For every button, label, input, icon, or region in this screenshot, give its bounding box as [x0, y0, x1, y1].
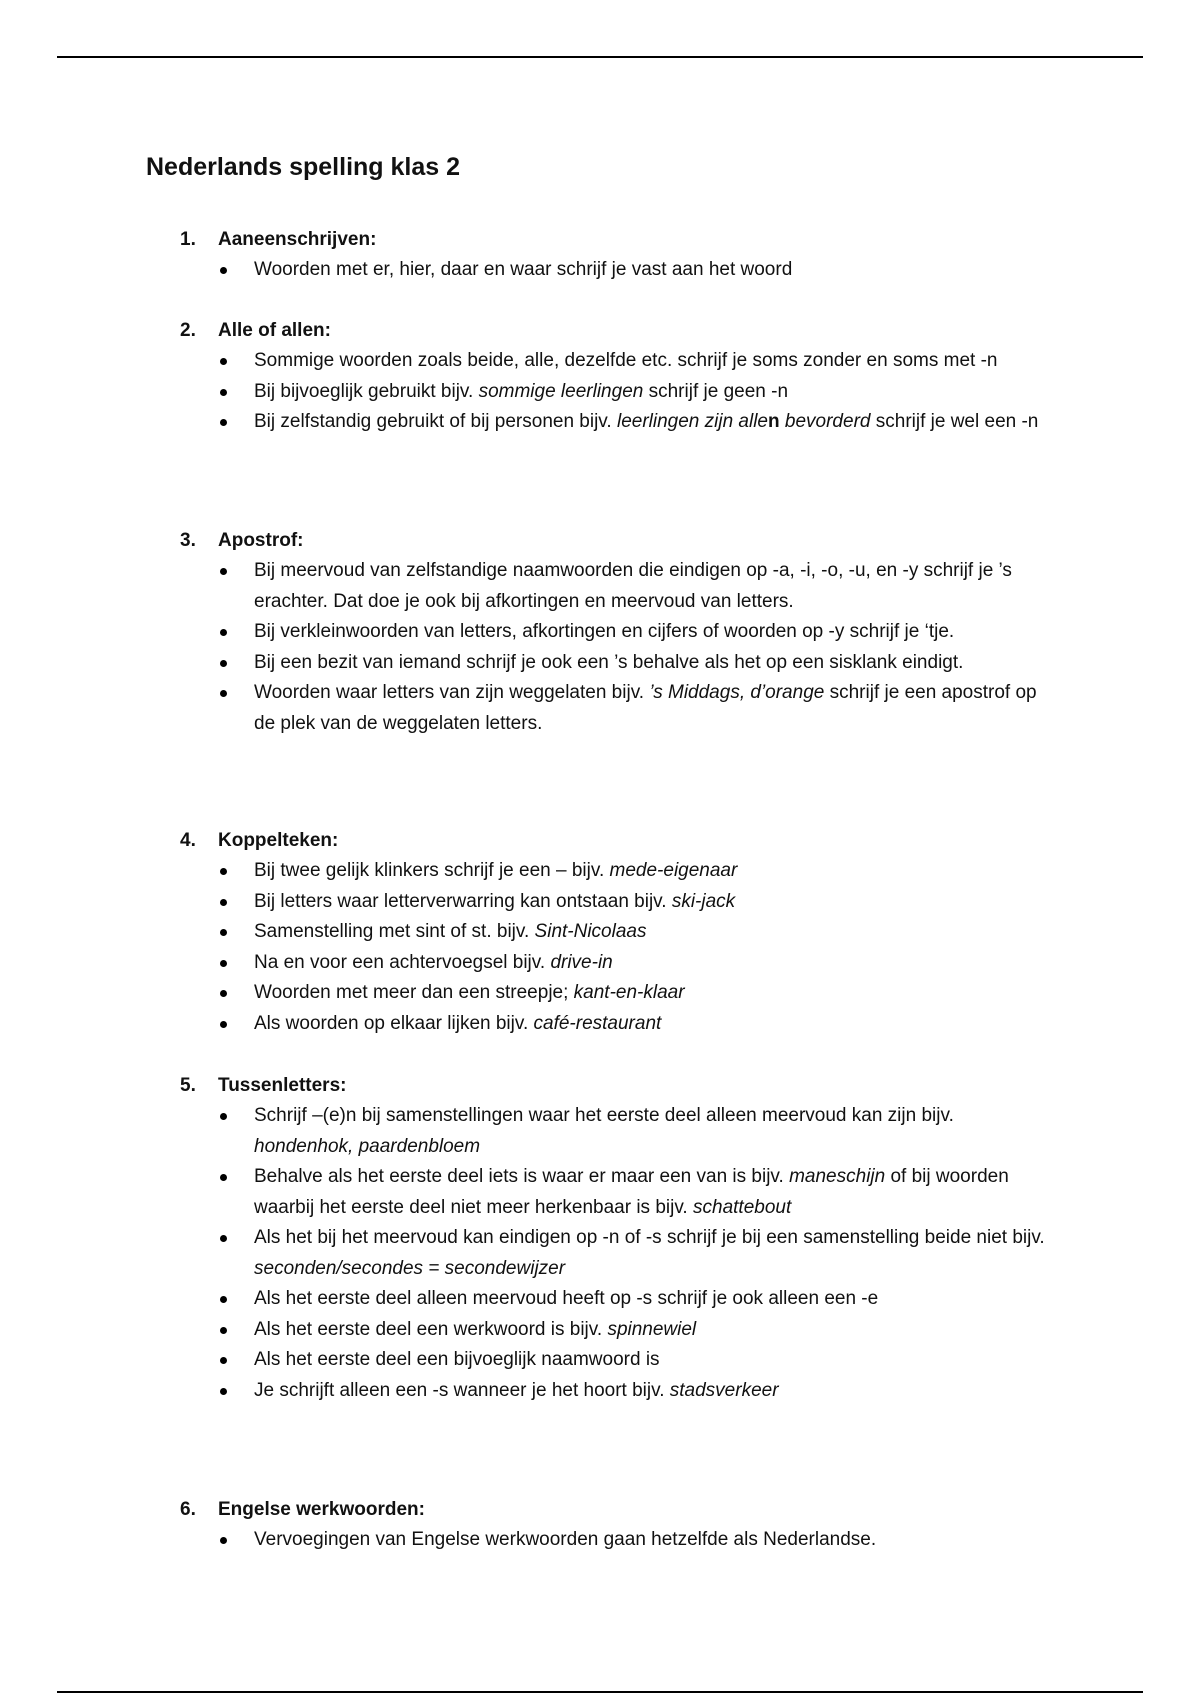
list-item	[0, 1223, 1054, 1284]
item-text: Bij bijvoeglijk gebruikt bijv.	[254, 380, 479, 402]
list-item	[0, 1162, 1054, 1223]
list-item	[0, 948, 1054, 979]
list-item	[0, 377, 1054, 408]
item-text: Bij letters waar letterverwarring kan ontstaan bijv.	[254, 890, 672, 912]
section-number: 5.	[180, 1075, 196, 1096]
item-text: Als woorden op elkaar lijken bijv.	[254, 1012, 534, 1034]
bullet-list	[0, 1525, 1200, 1556]
item-text: schrijf je een apostrof op de plek van de weggelaten letters.	[254, 682, 1037, 734]
document-title: Nederlands spelling klas 2	[146, 153, 461, 181]
section-heading: Tussenletters:	[218, 1075, 347, 1096]
section-heading: Aaneenschrijven:	[218, 229, 377, 250]
bullet-list	[0, 856, 1200, 1039]
italic-example: maneschijn	[789, 1166, 886, 1187]
section-number: 4.	[180, 830, 196, 851]
bullet-dot-icon	[220, 1235, 227, 1242]
bullet-dot-icon	[220, 1357, 227, 1364]
italic-example: Sint-Nicolaas	[534, 921, 647, 942]
bullet-dot-icon	[220, 629, 227, 636]
item-text: Als het eerste deel alleen meervoud heeft op -s schrijf je ook alleen een -e	[254, 1288, 879, 1309]
bullet-dot-icon	[220, 568, 227, 575]
italic-example: ’s Middags, d’orange	[649, 682, 825, 703]
item-text: Vervoegingen van Engelse werkwoorden gaan hetzelfde als Nederlandse.	[254, 1529, 877, 1550]
bullet-dot-icon	[220, 358, 227, 365]
item-text: Na en voor een achtervoegsel bijv.	[254, 951, 551, 973]
item-text: Als het bij het meervoud kan eindigen op -n of -s schrijf je bij een samenstelling beide niet bijv.	[254, 1227, 1045, 1248]
list-item	[0, 1345, 1054, 1376]
bullet-dot-icon	[220, 660, 227, 667]
item-text: Bij verkleinwoorden van letters, afkortingen en cijfers of woorden op -y schrijf je ‘tje.	[254, 621, 955, 642]
bullet-list	[0, 556, 1200, 739]
bullet-dot-icon	[220, 929, 227, 936]
bullet-dot-icon	[220, 389, 227, 396]
bullet-dot-icon	[220, 1021, 227, 1028]
bullet-dot-icon	[220, 960, 227, 967]
section-heading: Alle of allen:	[218, 320, 331, 341]
item-text: Samenstelling met sint of st. bijv.	[254, 921, 535, 942]
list-item	[0, 1525, 1054, 1556]
item-text: Bij twee gelijk klinkers schrijf je een – bijv.	[254, 860, 610, 881]
section-heading: Apostrof:	[218, 530, 304, 551]
italic-example: drive-in	[550, 951, 613, 973]
bold-text: n	[768, 411, 780, 432]
italic-example: spinnewiel	[607, 1318, 697, 1340]
item-text: Sommige woorden zoals beide, alle, dezelfde etc. schrijf je soms zonder en soms met -n	[254, 350, 998, 371]
bullet-dot-icon	[220, 1296, 227, 1303]
list-item	[0, 617, 1054, 648]
item-text: schrijf je wel een -n	[870, 411, 1039, 432]
item-text: Je schrijft alleen een -s wanneer je het hoort bijv.	[254, 1379, 670, 1401]
bullet-dot-icon	[220, 1388, 227, 1395]
item-text: schrijf je geen -n	[643, 380, 789, 402]
italic-example: ski-jack	[671, 890, 736, 912]
list-item	[0, 678, 1054, 739]
italic-example: schattebout	[693, 1196, 792, 1218]
section-number: 6.	[180, 1499, 196, 1520]
item-text: Bij zelfstandig gebruikt of bij personen bijv.	[254, 411, 617, 432]
bullet-list	[0, 346, 1200, 438]
italic-example: bevorderd	[779, 411, 871, 432]
header-rule	[57, 56, 1143, 58]
list-item	[0, 1315, 1054, 1346]
section-number: 2.	[180, 320, 196, 341]
bullet-dot-icon	[220, 690, 227, 697]
footer-rule	[57, 1691, 1143, 1693]
bullet-dot-icon	[220, 990, 227, 997]
item-text: of bij woorden waarbij het eerste deel niet meer herkenbaar is bijv.	[254, 1166, 1009, 1218]
list-item	[0, 346, 1054, 377]
list-item	[0, 556, 1054, 617]
italic-example: kant-en-klaar	[573, 982, 685, 1003]
section-heading: Koppelteken:	[218, 830, 339, 851]
section-heading: Engelse werkwoorden:	[218, 1499, 425, 1520]
item-text: Bij een bezit van iemand schrijf je ook een ’s behalve als het op een sisklank eindigt.	[254, 651, 964, 673]
list-item	[0, 407, 1054, 438]
bullet-dot-icon	[220, 267, 227, 274]
item-text: Als het eerste deel een werkwoord is bijv.	[254, 1318, 608, 1340]
bullet-dot-icon	[220, 1537, 227, 1544]
bullet-dot-icon	[220, 419, 227, 426]
item-text: Als het eerste deel een bijvoeglijk naamwoord is	[254, 1349, 660, 1370]
list-item	[0, 917, 1054, 948]
list-item	[0, 1376, 1054, 1407]
bullet-list	[0, 1101, 1200, 1406]
item-text: Woorden met meer dan een streepje;	[254, 982, 574, 1003]
bullet-dot-icon	[220, 1327, 227, 1334]
section-number: 1.	[180, 229, 196, 250]
bullet-list	[0, 255, 1200, 286]
list-item	[0, 1101, 1054, 1162]
italic-example: leerlingen zijn alle	[616, 411, 769, 432]
list-item	[0, 255, 1054, 286]
item-text: Woorden waar letters van zijn weggelaten bijv.	[254, 682, 650, 703]
list-item	[0, 1284, 1054, 1315]
item-text: Bij meervoud van zelfstandige naamwoorden die eindigen op -a, -i, -o, -u, en -y schrijf je ’s erachter. Dat doe je ook bij afkortingen en meervoud van letters.	[254, 560, 1012, 612]
bullet-dot-icon	[220, 899, 227, 906]
italic-example: stadsverkeer	[669, 1379, 779, 1401]
italic-example: sommige leerlingen	[478, 380, 644, 402]
italic-example: hondenhok, paardenbloem	[254, 1135, 481, 1157]
item-text: Woorden met er, hier, daar en waar schrijf je vast aan het woord	[254, 259, 793, 280]
bullet-dot-icon	[220, 1113, 227, 1120]
bullet-dot-icon	[220, 1174, 227, 1181]
bullet-dot-icon	[220, 868, 227, 875]
italic-example: seconden/secondes = secondewijzer	[254, 1257, 566, 1279]
item-text: Behalve als het eerste deel iets is waar er maar een van is bijv.	[254, 1166, 790, 1187]
italic-example: mede-eigenaar	[609, 860, 738, 881]
italic-example: café-restaurant	[533, 1012, 662, 1034]
item-text: Schrijf –(e)n bij samenstellingen waar het eerste deel alleen meervoud kan zijn bijv.	[254, 1105, 954, 1126]
list-item	[0, 887, 1054, 918]
list-item	[0, 856, 1054, 887]
list-item	[0, 1009, 1054, 1040]
list-item	[0, 648, 1054, 679]
section-number: 3.	[180, 530, 196, 551]
list-item	[0, 978, 1054, 1009]
